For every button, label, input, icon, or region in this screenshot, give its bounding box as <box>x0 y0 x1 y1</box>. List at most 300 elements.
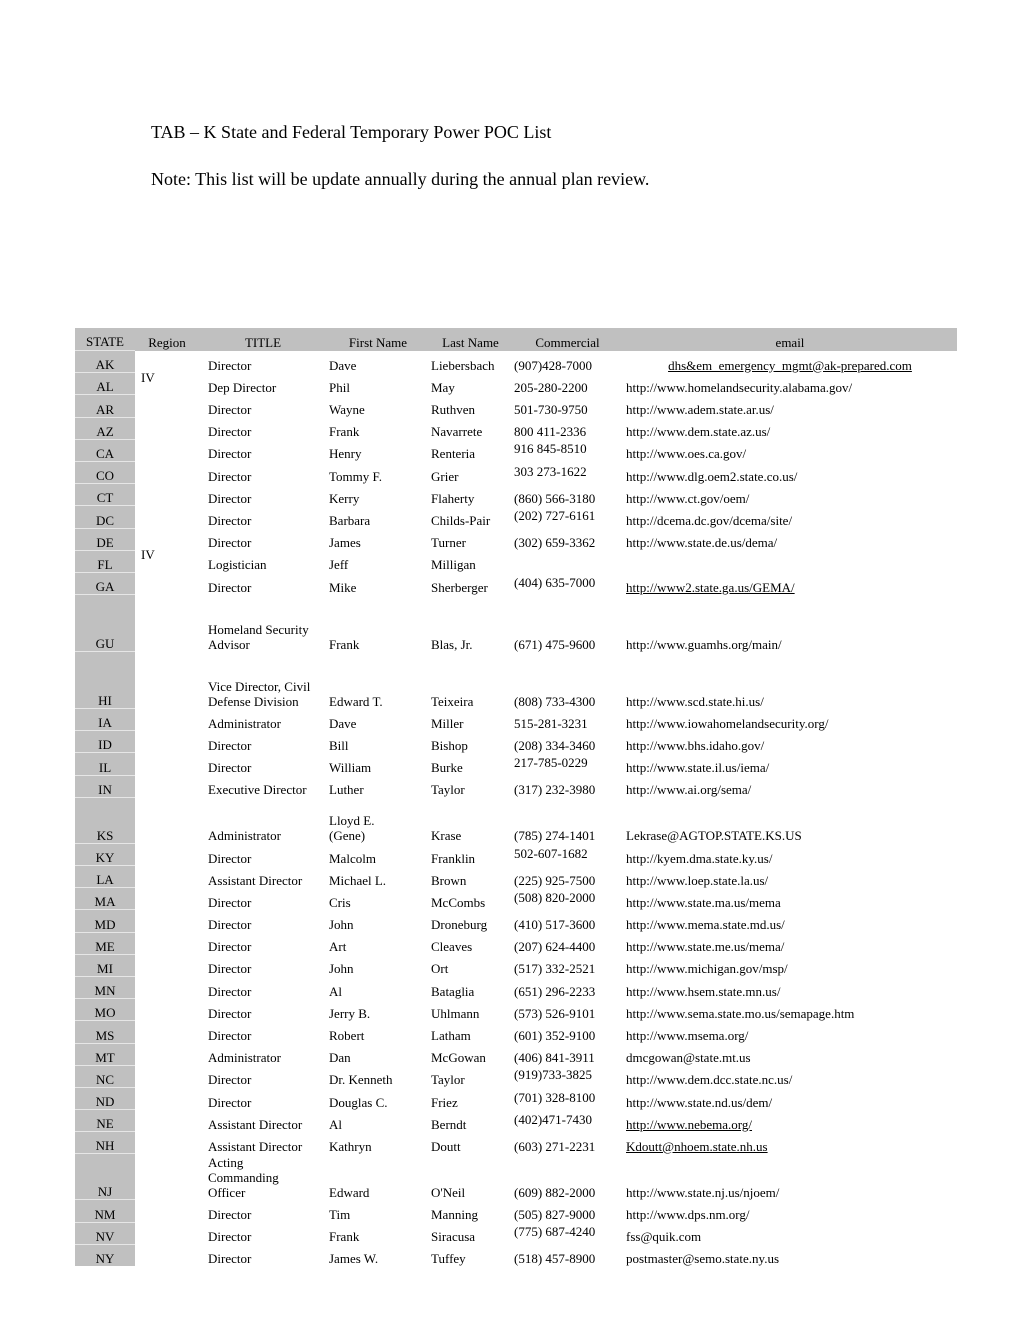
last-name-cell-text: Berndt <box>431 1116 467 1132</box>
title-cell <box>199 484 327 506</box>
state-cell <box>75 1132 135 1154</box>
commercial-cell-text: (785) 274-1401 <box>514 828 596 844</box>
last-name-cell <box>429 1200 512 1222</box>
region-cell <box>135 595 199 652</box>
region-cell <box>135 775 199 797</box>
email-cell <box>623 1043 957 1065</box>
email-cell <box>623 1087 957 1109</box>
commercial-cell-text: (651) 296-2233 <box>514 983 596 999</box>
table-row <box>75 395 957 417</box>
last-name-cell <box>429 550 512 572</box>
commercial-cell-text: 800 411-2336 <box>514 424 587 440</box>
email-cell-text[interactable]: http://www.homelandsecurity.alabama.gov/ <box>626 379 853 395</box>
first-name-cell <box>327 351 429 373</box>
last-name-cell <box>429 866 512 888</box>
email-cell-text[interactable]: Lekrase@AGTOP.STATE.KS.US <box>626 828 802 844</box>
region-cell <box>135 1110 199 1132</box>
commercial-cell <box>512 797 623 843</box>
last-name-cell-text: Blas, Jr. <box>431 636 473 652</box>
title-cell-text: Director <box>208 1005 252 1021</box>
table-row <box>75 775 957 797</box>
title-cell <box>199 1043 327 1065</box>
email-cell-text[interactable]: http://www.msema.org/ <box>626 1028 749 1043</box>
table-row <box>75 932 957 954</box>
commercial-cell <box>512 888 623 910</box>
state-cell <box>75 709 135 731</box>
state-cell <box>75 866 135 888</box>
first-name-cell <box>327 550 429 572</box>
email-cell-text[interactable]: http://www.ai.org/sema/ <box>626 782 752 798</box>
first-name-cell-text: Edward T. <box>329 693 383 709</box>
email-cell-text[interactable]: Kdoutt@nhoem.state.nh.us <box>626 1138 768 1154</box>
commercial-cell <box>512 775 623 797</box>
email-cell-text[interactable]: http://www.state.ma.us/mema <box>626 894 781 910</box>
title-cell-text: Director <box>208 468 252 484</box>
last-name-cell-text: Droneburg <box>431 917 488 933</box>
title-cell <box>199 1087 327 1109</box>
table-row <box>75 461 957 483</box>
last-name-cell-text: Flaherty <box>431 490 475 506</box>
title-cell <box>199 1110 327 1132</box>
last-name-cell <box>429 888 512 910</box>
title-cell-text: Homeland Security Advisor <box>208 621 309 652</box>
commercial-cell <box>512 439 623 461</box>
region-cell <box>135 484 199 506</box>
state-cell-text: ID <box>98 737 112 753</box>
state-cell <box>75 1154 135 1200</box>
table-row <box>75 910 957 932</box>
first-name-cell <box>327 395 429 417</box>
email-cell-text[interactable]: http://www.oes.ca.gov/ <box>626 446 747 462</box>
email-cell-text[interactable]: http://www.scd.state.hi.us/ <box>626 693 764 709</box>
title-cell-text: Director <box>208 961 252 977</box>
title-cell-text: Director <box>208 1094 252 1110</box>
commercial-cell <box>512 373 623 395</box>
email-cell-text[interactable]: http://www2.state.ga.us/GEMA/ <box>626 579 795 595</box>
region-cell <box>135 547 199 572</box>
commercial-cell-text: (208) 334-3460 <box>514 737 596 753</box>
email-cell <box>623 1222 957 1244</box>
last-name-cell-text: Doutt <box>431 1138 461 1154</box>
commercial-cell-text: 502-607-1682 <box>514 845 588 861</box>
last-name-cell-text: Ort <box>431 961 449 977</box>
email-cell <box>623 843 957 865</box>
last-name-cell <box>429 797 512 843</box>
table-row <box>75 373 957 395</box>
title-cell <box>199 1200 327 1222</box>
title-cell <box>199 709 327 731</box>
state-cell-text: MS <box>95 1027 115 1043</box>
state-cell <box>75 572 135 594</box>
document-title: TAB – K State and Federal Temporary Power POC List <box>151 122 552 142</box>
email-cell-text[interactable]: http://kyem.dma.state.ky.us/ <box>626 850 773 866</box>
title-cell <box>199 550 327 572</box>
first-name-cell-text: Douglas C. <box>329 1094 388 1110</box>
state-cell-text: NV <box>95 1228 115 1244</box>
state-cell <box>75 731 135 753</box>
email-cell <box>623 395 957 417</box>
state-cell <box>75 506 135 528</box>
title-cell-text: Director <box>208 424 252 440</box>
region-cell <box>135 417 199 439</box>
email-cell-text[interactable]: http://www.state.nj.us/njoem/ <box>626 1184 780 1200</box>
state-cell <box>75 439 135 461</box>
title-cell-text: Director <box>208 917 252 933</box>
table-row <box>75 1222 957 1244</box>
region-cell <box>135 439 199 461</box>
commercial-cell <box>512 1021 623 1043</box>
first-name-cell-text: Kathryn <box>329 1138 372 1154</box>
first-name-cell-text: Barbara <box>329 513 371 528</box>
commercial-cell <box>512 550 623 572</box>
last-name-cell-text: McCombs <box>431 894 486 910</box>
last-name-cell <box>429 1132 512 1154</box>
title-cell <box>199 1244 327 1266</box>
region-cell <box>135 753 199 775</box>
table-row <box>75 1043 957 1065</box>
email-cell <box>623 1132 957 1154</box>
header-first-name: First Name <box>327 328 429 351</box>
email-cell <box>623 775 957 797</box>
first-name-cell <box>327 461 429 483</box>
last-name-cell <box>429 417 512 439</box>
title-cell <box>199 1065 327 1087</box>
state-cell <box>75 1065 135 1087</box>
commercial-cell <box>512 461 623 483</box>
last-name-cell-text: Bataglia <box>431 983 475 999</box>
email-cell-text[interactable]: http://www.dps.nm.org/ <box>626 1207 750 1223</box>
last-name-cell <box>429 652 512 709</box>
state-cell-text: NY <box>95 1251 115 1266</box>
title-cell-text: Director <box>208 579 252 595</box>
email-cell-text[interactable]: fss@quik.com <box>626 1229 702 1245</box>
table-header-row <box>75 328 957 351</box>
email-cell-text[interactable]: http://www.iowahomelandsecurity.org/ <box>626 715 829 731</box>
first-name-cell <box>327 775 429 797</box>
title-cell-text: Director <box>208 513 252 528</box>
title-cell-text: Administrator <box>208 828 281 844</box>
email-cell-text[interactable]: http://www.dem.state.az.us/ <box>626 424 771 440</box>
last-name-cell-text: Taylor <box>431 1072 465 1088</box>
region-cell <box>135 866 199 888</box>
table-row <box>75 439 957 461</box>
first-name-cell <box>327 1043 429 1065</box>
state-cell-text: ME <box>95 938 115 954</box>
region-cell <box>135 888 199 910</box>
email-cell-text[interactable]: http://dcema.dc.gov/dcema/site/ <box>626 513 793 528</box>
email-cell <box>623 709 957 731</box>
email-cell-text[interactable]: http://www.ct.gov/oem/ <box>626 490 750 506</box>
first-name-cell <box>327 1021 429 1043</box>
title-cell-text: Director <box>208 1207 252 1223</box>
commercial-cell-text: (775) 687-4240 <box>514 1224 596 1240</box>
first-name-cell <box>327 976 429 998</box>
region-cell-text: IV <box>141 369 155 385</box>
title-cell-text: Director <box>208 850 252 866</box>
header-title: TITLE <box>199 328 327 351</box>
state-cell-text: NJ <box>97 1184 113 1200</box>
state-cell-text: IN <box>98 781 112 797</box>
region-cell <box>135 1200 199 1222</box>
commercial-cell <box>512 932 623 954</box>
last-name-cell-text: Brown <box>431 872 467 888</box>
state-cell <box>75 775 135 797</box>
poc-table <box>75 328 957 1266</box>
region-cell <box>135 506 199 528</box>
state-cell-text: ND <box>95 1094 115 1110</box>
email-cell-text[interactable]: http://www.guamhs.org/main/ <box>626 636 782 652</box>
region-cell-text: IV <box>141 547 155 563</box>
commercial-cell <box>512 1154 623 1200</box>
last-name-cell <box>429 1087 512 1109</box>
state-cell <box>75 1244 135 1266</box>
last-name-cell <box>429 506 512 528</box>
email-cell-text[interactable]: http://www.state.de.us/dema/ <box>626 535 778 551</box>
commercial-cell-text: (508) 820-2000 <box>514 889 596 905</box>
state-cell-text: GU <box>95 636 115 652</box>
header-email: email <box>623 328 957 351</box>
state-cell-text: AK <box>95 357 115 373</box>
commercial-cell-text: (505) 827-9000 <box>514 1207 596 1223</box>
email-cell-text[interactable]: postmaster@semo.state.ny.us <box>626 1251 780 1266</box>
first-name-cell-text: Dave <box>329 357 357 373</box>
first-name-cell-text: Tim <box>329 1207 351 1223</box>
last-name-cell <box>429 999 512 1021</box>
email-cell-text[interactable]: http://www.state.nd.us/dem/ <box>626 1094 773 1110</box>
state-cell <box>75 395 135 417</box>
table-row <box>75 1132 957 1154</box>
first-name-cell-text: Frank <box>329 424 360 440</box>
commercial-cell-text: (410) 517-3600 <box>514 917 596 933</box>
last-name-cell <box>429 439 512 461</box>
first-name-cell-text: James W. <box>329 1251 379 1266</box>
last-name-cell-text: Ruthven <box>431 402 476 418</box>
last-name-cell <box>429 1222 512 1244</box>
region-cell <box>135 652 199 709</box>
table-row <box>75 1154 957 1200</box>
title-cell <box>199 1222 327 1244</box>
title-cell <box>199 506 327 528</box>
state-cell-text: GA <box>95 579 115 595</box>
state-cell-text: NE <box>96 1116 114 1132</box>
first-name-cell <box>327 1110 429 1132</box>
commercial-cell-text: (518) 457-8900 <box>514 1251 596 1266</box>
first-name-cell <box>327 910 429 932</box>
title-cell <box>199 976 327 998</box>
last-name-cell-text: Teixeira <box>431 693 474 709</box>
commercial-cell-text: (701) 328-8100 <box>514 1089 596 1105</box>
email-cell-text[interactable]: http://www.michigan.gov/msp/ <box>626 961 788 977</box>
state-cell-text: NC <box>95 1071 115 1087</box>
email-cell-text[interactable]: http://www.adem.state.ar.us/ <box>626 402 774 418</box>
first-name-cell <box>327 888 429 910</box>
commercial-cell-text: (406) 841-3911 <box>514 1050 595 1066</box>
first-name-cell <box>327 506 429 528</box>
state-cell <box>75 595 135 652</box>
commercial-cell <box>512 1244 623 1266</box>
first-name-cell <box>327 439 429 461</box>
region-cell <box>135 572 199 594</box>
region-cell <box>135 976 199 998</box>
last-name-cell-text: Milligan <box>431 557 476 573</box>
email-cell-text[interactable]: http://www.dem.dcc.state.nc.us/ <box>626 1072 793 1088</box>
email-cell <box>623 954 957 976</box>
region-cell <box>135 954 199 976</box>
email-cell-text[interactable]: http://www.loep.state.la.us/ <box>626 872 769 888</box>
title-cell <box>199 395 327 417</box>
commercial-cell-text: 501-730-9750 <box>514 402 588 418</box>
commercial-cell-text: 205-280-2200 <box>514 379 588 395</box>
first-name-cell <box>327 595 429 652</box>
commercial-cell-text: (317) 232-3980 <box>514 782 596 798</box>
first-name-cell <box>327 954 429 976</box>
state-cell-text: CT <box>96 490 114 506</box>
region-cell <box>135 1222 199 1244</box>
region-cell <box>135 731 199 753</box>
header-commercial: Commercial <box>512 328 623 351</box>
commercial-cell <box>512 1222 623 1244</box>
state-cell-text: MI <box>97 960 113 976</box>
state-cell-text: KY <box>95 850 115 865</box>
state-cell-text: AR <box>95 401 115 417</box>
state-cell-text: KS <box>96 827 114 843</box>
first-name-cell <box>327 652 429 709</box>
first-name-cell <box>327 373 429 395</box>
title-cell-text: Director <box>208 535 252 551</box>
state-cell <box>75 753 135 775</box>
commercial-cell-text: (808) 733-4300 <box>514 693 596 709</box>
commercial-cell <box>512 484 623 506</box>
first-name-cell-text: Kerry <box>329 490 360 506</box>
first-name-cell-text: Dan <box>329 1050 351 1066</box>
title-cell <box>199 954 327 976</box>
title-cell-text: Director <box>208 1072 252 1088</box>
last-name-cell-text: Latham <box>431 1028 471 1043</box>
email-cell <box>623 550 957 572</box>
last-name-cell-text: Franklin <box>431 850 476 866</box>
last-name-cell <box>429 572 512 594</box>
last-name-cell <box>429 484 512 506</box>
table-row <box>75 1110 957 1132</box>
commercial-cell <box>512 1087 623 1109</box>
title-cell-text: Logistician <box>208 557 267 573</box>
first-name-cell-text: Luther <box>329 782 364 798</box>
email-cell-text[interactable]: http://www.mema.state.md.us/ <box>626 917 785 933</box>
first-name-cell-text: Frank <box>329 1229 360 1245</box>
state-cell <box>75 932 135 954</box>
commercial-cell <box>512 1132 623 1154</box>
state-cell-text: MD <box>94 916 116 932</box>
email-cell <box>623 1065 957 1087</box>
last-name-cell <box>429 753 512 775</box>
first-name-cell <box>327 528 429 550</box>
email-cell-text[interactable]: http://www.state.il.us/iema/ <box>626 760 770 776</box>
table-row <box>75 731 957 753</box>
email-cell-text[interactable]: http://www.dlg.oem2.state.co.us/ <box>626 468 798 484</box>
state-cell-text: CO <box>95 468 115 484</box>
title-cell-text: Executive Director <box>208 782 307 798</box>
email-cell <box>623 373 957 395</box>
email-cell <box>623 439 957 461</box>
last-name-cell-text: Burke <box>431 760 463 776</box>
table-row <box>75 1065 957 1087</box>
first-name-cell <box>327 1244 429 1266</box>
state-cell-text: AZ <box>96 423 114 439</box>
last-name-cell-text: Tuffey <box>431 1251 466 1266</box>
email-cell-text[interactable]: http://www.bhs.idaho.gov/ <box>626 737 765 753</box>
state-cell <box>75 910 135 932</box>
commercial-cell <box>512 954 623 976</box>
state-cell-text: NM <box>94 1206 116 1222</box>
email-cell-text[interactable]: dhs&em_emergency_mgmt@ak-prepared.com <box>668 357 912 373</box>
last-name-cell <box>429 595 512 652</box>
table-row <box>75 1021 957 1043</box>
last-name-cell-text: Uhlmann <box>431 1005 480 1021</box>
commercial-cell <box>512 753 623 775</box>
last-name-cell-text: Liebersbach <box>431 357 495 373</box>
document-note: Note: This list will be update annually during the annual plan review. <box>151 169 650 189</box>
email-cell-text[interactable]: dmcgowan@state.mt.us <box>626 1050 751 1066</box>
commercial-cell-text: (202) 727-6161 <box>514 508 596 523</box>
region-cell <box>135 1065 199 1087</box>
title-cell <box>199 461 327 483</box>
commercial-cell <box>512 572 623 594</box>
last-name-cell <box>429 1154 512 1200</box>
email-cell <box>623 484 957 506</box>
last-name-cell-text: Sherberger <box>431 579 488 595</box>
last-name-cell <box>429 461 512 483</box>
region-cell <box>135 999 199 1021</box>
title-cell <box>199 866 327 888</box>
email-cell-text[interactable]: http://www.sema.state.mo.us/semapage.htm <box>626 1005 855 1021</box>
last-name-cell <box>429 373 512 395</box>
header-last-name: Last Name <box>429 328 512 351</box>
email-cell-text[interactable]: http://www.hsem.state.mn.us/ <box>626 983 781 999</box>
first-name-cell <box>327 999 429 1021</box>
title-cell-text: Director <box>208 402 252 418</box>
state-cell-text: IL <box>98 759 112 775</box>
first-name-cell <box>327 753 429 775</box>
last-name-cell <box>429 1065 512 1087</box>
last-name-cell-text: Krase <box>431 828 462 844</box>
region-cell <box>135 797 199 843</box>
title-cell <box>199 999 327 1021</box>
last-name-cell <box>429 351 512 373</box>
email-cell-text[interactable]: http://www.nebema.org/ <box>626 1116 753 1132</box>
commercial-cell <box>512 709 623 731</box>
first-name-cell <box>327 484 429 506</box>
email-cell <box>623 1021 957 1043</box>
email-cell-text[interactable]: http://www.state.me.us/mema/ <box>626 939 785 955</box>
state-cell <box>75 351 135 373</box>
state-cell <box>75 843 135 865</box>
last-name-cell <box>429 843 512 865</box>
table-row <box>75 1244 957 1266</box>
commercial-cell-text: (601) 352-9100 <box>514 1028 596 1043</box>
title-cell-text: Dep Director <box>208 379 277 395</box>
title-cell-text: Director <box>208 357 252 373</box>
last-name-cell-text: May <box>431 379 455 395</box>
region-cell <box>135 395 199 417</box>
email-cell <box>623 595 957 652</box>
region-cell <box>135 1021 199 1043</box>
title-cell <box>199 417 327 439</box>
last-name-cell-text: Renteria <box>431 446 476 462</box>
table-row <box>75 976 957 998</box>
first-name-cell-text: John <box>329 917 354 933</box>
last-name-cell-text: Taylor <box>431 782 465 798</box>
table-row <box>75 843 957 865</box>
